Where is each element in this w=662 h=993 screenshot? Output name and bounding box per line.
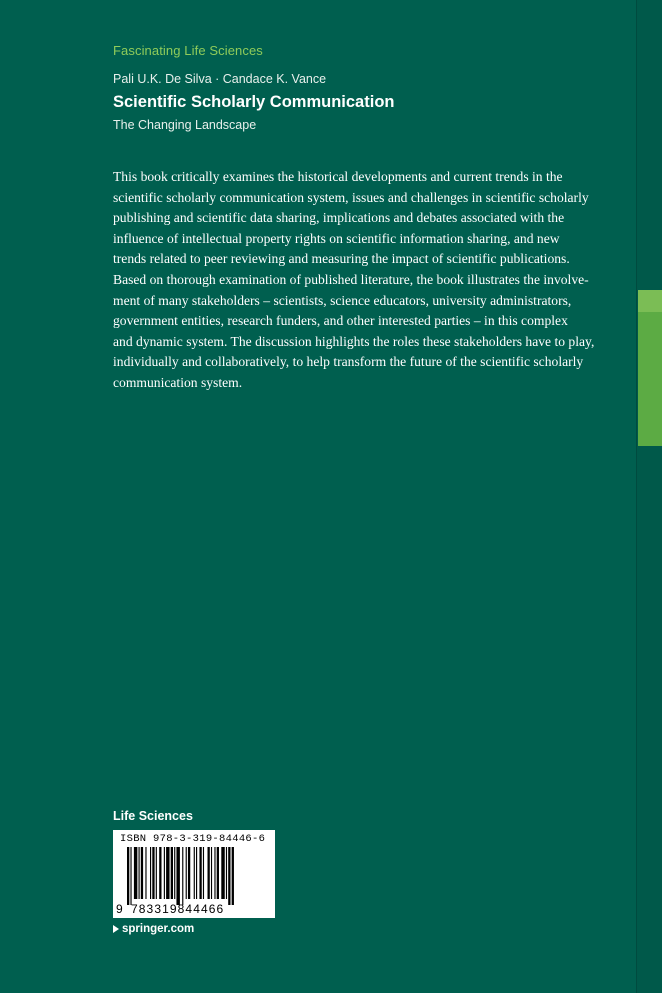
barcode-digits: 783319844466 xyxy=(131,902,225,916)
book-title: Scientific Scholarly Communication xyxy=(113,93,395,111)
isbn-barcode xyxy=(113,830,275,918)
barcode-bar xyxy=(228,847,230,905)
barcode-bars xyxy=(127,847,267,905)
description-line: individually and collaboratively, to help transform the future of the scientific scholarly xyxy=(113,354,584,370)
barcode-bar xyxy=(194,847,195,899)
description-line: influence of intellectual property rights on scientific information sharing, and new xyxy=(113,230,560,246)
barcode-bar xyxy=(182,847,183,905)
publisher-link-label[interactable]: springer.com xyxy=(122,923,195,935)
barcode-bar xyxy=(174,847,175,899)
barcode-bar xyxy=(217,847,219,899)
description-line: government entities, research funders, and other interested parties – in this complex xyxy=(113,313,568,329)
color-tab-highlight xyxy=(638,290,662,312)
description-line: communication system. xyxy=(113,374,243,390)
barcode-bar xyxy=(208,847,210,899)
publisher-link[interactable] xyxy=(113,923,194,935)
barcode-bar xyxy=(203,847,204,899)
barcode-bar xyxy=(150,847,151,899)
series-name: Fascinating Life Sciences xyxy=(113,43,263,58)
barcode-lead-digit: 9 xyxy=(116,902,123,916)
barcode-bar xyxy=(139,847,140,899)
description-line: Based on thorough examination of published literature, the book illustrates the involve- xyxy=(113,271,589,287)
barcode-bar xyxy=(156,847,157,899)
barcode-bar xyxy=(152,847,154,899)
barcode-bar xyxy=(199,847,201,899)
description-line: This book critically examines the historical developments and current trends in the xyxy=(113,169,563,184)
arrow-right-icon xyxy=(113,925,119,933)
barcode-bar xyxy=(171,847,173,899)
barcode-bar xyxy=(164,847,165,899)
spine-edge xyxy=(637,0,662,993)
description-line: trends related to peer reviewing and measuring the impact of scientific publications. xyxy=(113,251,570,267)
subject-label: Life Sciences xyxy=(113,809,193,823)
authors: Pali U.K. De Silva · Candace K. Vance xyxy=(113,72,327,86)
description-line: and dynamic system. The discussion highlights the roles these stakeholders have to play, xyxy=(113,333,595,349)
description-line: publishing and scientific data sharing, implications and debates associated with the xyxy=(113,210,565,226)
barcode-bar xyxy=(221,847,224,899)
barcode-bar xyxy=(159,847,161,899)
barcode-bar xyxy=(130,847,131,905)
spine-divider xyxy=(636,0,637,993)
isbn-label: ISBN 978-3-319-84446-6 xyxy=(120,833,266,845)
barcode-bar xyxy=(127,847,129,905)
barcode-bar xyxy=(232,847,234,905)
barcode-bar xyxy=(196,847,197,899)
barcode-bar xyxy=(226,847,227,899)
barcode-bar xyxy=(186,847,187,899)
barcode-bar xyxy=(214,847,215,899)
book-description xyxy=(113,167,601,394)
book-subtitle: The Changing Landscape xyxy=(113,118,257,132)
barcode-bar xyxy=(141,847,143,899)
barcode-bar xyxy=(134,847,137,899)
barcode-bar xyxy=(188,847,190,899)
description-line: scientific scholarly communication system, issues and challenges in scientific scholarly xyxy=(113,189,589,205)
barcode-bar xyxy=(145,847,146,899)
color-tab xyxy=(638,290,662,446)
description-line: ment of many stakeholders – scientists, science educators, university administrators, xyxy=(113,292,572,308)
barcode-bar xyxy=(211,847,212,899)
barcode-bar xyxy=(176,847,179,905)
barcode-bar xyxy=(166,847,169,899)
